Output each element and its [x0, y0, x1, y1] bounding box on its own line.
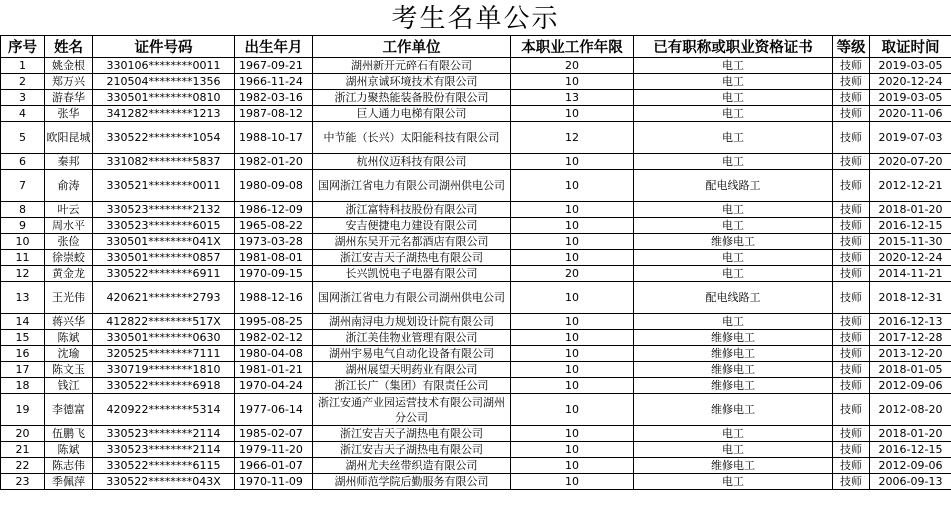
cell-years: 10: [511, 218, 634, 234]
cell-years: 10: [511, 282, 634, 314]
cell-name: 徐崇蛟: [45, 250, 93, 266]
cell-date: 2014-11-21: [870, 266, 951, 282]
cell-date: 2015-11-30: [870, 234, 951, 250]
header-birth: 出生年月: [235, 36, 313, 58]
table-row: [1, 74, 951, 90]
cell-unit: 长兴凯悦电子电器有限公司: [313, 266, 511, 282]
cell-unit: 中节能（长兴）太阳能科技有限公司: [313, 122, 511, 154]
cell-name: 沈瑜: [45, 346, 93, 362]
cell-date: 2017-12-28: [870, 330, 951, 346]
cell-cert: 维修电工: [634, 234, 833, 250]
table-row: [1, 346, 951, 362]
cell-cert: 电工: [634, 74, 833, 90]
cell-level: 技师: [833, 58, 870, 74]
cell-date: 2020-07-20: [870, 154, 951, 170]
cell-birth: 1981-08-01: [235, 250, 313, 266]
cell-birth: 1985-02-07: [235, 426, 313, 442]
cell-name: 李德富: [45, 394, 93, 426]
cell-level: 技师: [833, 394, 870, 426]
cell-level: 技师: [833, 458, 870, 474]
cell-birth: 1982-02-12: [235, 330, 313, 346]
cell-cert: 电工: [634, 426, 833, 442]
cell-cert: 电工: [634, 58, 833, 74]
cell-cert: 电工: [634, 250, 833, 266]
cell-unit: 湖州宇易电气自动化设备有限公司: [313, 346, 511, 362]
cell-date: 2013-12-20: [870, 346, 951, 362]
cell-level: 技师: [833, 90, 870, 106]
cell-name: 秦邦: [45, 154, 93, 170]
cell-years: 10: [511, 442, 634, 458]
cell-years: 10: [511, 474, 634, 490]
cell-date: 2018-01-20: [870, 202, 951, 218]
cell-name: 欧阳昆城: [45, 122, 93, 154]
table-row: [1, 218, 951, 234]
cell-no: 6: [1, 154, 45, 170]
cell-birth: 1980-09-08: [235, 170, 313, 202]
cell-cert: 电工: [634, 266, 833, 282]
cell-years: 10: [511, 106, 634, 122]
cell-cert: 电工: [634, 218, 833, 234]
table-row: [1, 330, 951, 346]
header-name: 姓名: [45, 36, 93, 58]
cell-id: 331082********5837: [93, 154, 235, 170]
cell-date: 2016-12-15: [870, 218, 951, 234]
cell-no: 4: [1, 106, 45, 122]
cell-id: 210504********1356: [93, 74, 235, 90]
header-years: 本职业工作年限: [511, 36, 634, 58]
table-row: [1, 282, 951, 314]
cell-level: 技师: [833, 154, 870, 170]
cell-years: 10: [511, 202, 634, 218]
cell-level: 技师: [833, 250, 870, 266]
cell-no: 21: [1, 442, 45, 458]
cell-no: 19: [1, 394, 45, 426]
table-row: [1, 154, 951, 170]
table-row: [1, 458, 951, 474]
cell-unit: 浙江安吉天子湖热电有限公司: [313, 442, 511, 458]
header-row: [1, 36, 951, 58]
cell-date: 2012-08-20: [870, 394, 951, 426]
cell-name: 游春华: [45, 90, 93, 106]
cell-name: 季佩萍: [45, 474, 93, 490]
cell-date: 2006-09-13: [870, 474, 951, 490]
table-row: [1, 378, 951, 394]
cell-unit: 国网浙江省电力有限公司湖州供电公司: [313, 282, 511, 314]
candidate-table: [0, 35, 951, 490]
cell-date: 2019-07-03: [870, 122, 951, 154]
cell-unit: 浙江长广（集团）有限责任公司: [313, 378, 511, 394]
cell-id: 330523********2114: [93, 426, 235, 442]
cell-level: 技师: [833, 74, 870, 90]
cell-name: 陈斌: [45, 442, 93, 458]
header-id: 证件号码: [93, 36, 235, 58]
cell-no: 12: [1, 266, 45, 282]
cell-no: 22: [1, 458, 45, 474]
cell-cert: 维修电工: [634, 378, 833, 394]
cell-name: 俞涛: [45, 170, 93, 202]
cell-id: 420621********2793: [93, 282, 235, 314]
header-no: 序号: [1, 36, 45, 58]
cell-name: 陈文玉: [45, 362, 93, 378]
cell-birth: 1986-12-09: [235, 202, 313, 218]
cell-cert: 配电线路工: [634, 170, 833, 202]
cell-id: 330523********2114: [93, 442, 235, 458]
table-row: [1, 234, 951, 250]
cell-id: 330501********0857: [93, 250, 235, 266]
table-row: [1, 122, 951, 154]
cell-no: 15: [1, 330, 45, 346]
cell-name: 陈志伟: [45, 458, 93, 474]
cell-name: 叶云: [45, 202, 93, 218]
cell-unit: 浙江富特科技股份有限公司: [313, 202, 511, 218]
table-row: [1, 170, 951, 202]
cell-level: 技师: [833, 346, 870, 362]
cell-cert: 电工: [634, 106, 833, 122]
cell-years: 10: [511, 394, 634, 426]
cell-name: 伍鹏飞: [45, 426, 93, 442]
cell-no: 23: [1, 474, 45, 490]
cell-name: 陈斌: [45, 330, 93, 346]
table-row: [1, 362, 951, 378]
table-row: [1, 58, 951, 74]
cell-level: 技师: [833, 330, 870, 346]
cell-birth: 1988-12-16: [235, 282, 313, 314]
cell-name: 张华: [45, 106, 93, 122]
cell-no: 14: [1, 314, 45, 330]
cell-no: 20: [1, 426, 45, 442]
cell-date: 2020-11-06: [870, 106, 951, 122]
cell-date: 2016-12-15: [870, 442, 951, 458]
cell-unit: 湖州新开元碎石有限公司: [313, 58, 511, 74]
cell-date: 2012-12-21: [870, 170, 951, 202]
cell-years: 13: [511, 90, 634, 106]
cell-no: 11: [1, 250, 45, 266]
cell-years: 10: [511, 170, 634, 202]
cell-id: 412822********517X: [93, 314, 235, 330]
cell-birth: 1966-11-24: [235, 74, 313, 90]
cell-unit: 湖州京诚环境技术有限公司: [313, 74, 511, 90]
cell-cert: 维修电工: [634, 362, 833, 378]
cell-name: 姚金根: [45, 58, 93, 74]
cell-date: 2012-09-06: [870, 458, 951, 474]
cell-no: 10: [1, 234, 45, 250]
cell-date: 2012-09-06: [870, 378, 951, 394]
cell-level: 技师: [833, 202, 870, 218]
cell-years: 10: [511, 458, 634, 474]
cell-birth: 1973-03-28: [235, 234, 313, 250]
cell-years: 10: [511, 74, 634, 90]
cell-no: 5: [1, 122, 45, 154]
cell-cert: 电工: [634, 442, 833, 458]
cell-cert: 维修电工: [634, 330, 833, 346]
cell-no: 7: [1, 170, 45, 202]
cell-years: 12: [511, 122, 634, 154]
cell-id: 330501********0630: [93, 330, 235, 346]
cell-id: 330501********0810: [93, 90, 235, 106]
cell-unit: 浙江安吉天子湖热电有限公司: [313, 250, 511, 266]
cell-unit: 浙江力聚热能装备股份有限公司: [313, 90, 511, 106]
cell-birth: 1967-09-21: [235, 58, 313, 74]
cell-unit: 安吉便捷电力建设有限公司: [313, 218, 511, 234]
cell-unit: 湖州师范学院后勤服务有限公司: [313, 474, 511, 490]
cell-birth: 1979-11-20: [235, 442, 313, 458]
cell-birth: 1982-01-20: [235, 154, 313, 170]
cell-id: 330522********043X: [93, 474, 235, 490]
cell-date: 2020-12-24: [870, 74, 951, 90]
cell-level: 技师: [833, 426, 870, 442]
cell-no: 2: [1, 74, 45, 90]
cell-unit: 浙江美佳物业管理有限公司: [313, 330, 511, 346]
page-title: 考生名单公示: [391, 4, 560, 34]
cell-name: 钱江: [45, 378, 93, 394]
cell-birth: 1966-01-07: [235, 458, 313, 474]
cell-cert: 电工: [634, 314, 833, 330]
cell-date: 2019-03-05: [870, 90, 951, 106]
table-row: [1, 442, 951, 458]
table-row: [1, 202, 951, 218]
cell-years: 10: [511, 234, 634, 250]
cell-unit: 浙江安吉天子湖热电有限公司: [313, 426, 511, 442]
cell-birth: 1965-08-22: [235, 218, 313, 234]
cell-id: 330522********6115: [93, 458, 235, 474]
cell-years: 10: [511, 154, 634, 170]
cell-birth: 1970-09-15: [235, 266, 313, 282]
cell-level: 技师: [833, 442, 870, 458]
cell-date: 2018-01-05: [870, 362, 951, 378]
cell-date: 2018-01-20: [870, 426, 951, 442]
cell-cert: 电工: [634, 154, 833, 170]
cell-id: 330501********041X: [93, 234, 235, 250]
table-row: [1, 266, 951, 282]
cell-level: 技师: [833, 234, 870, 250]
cell-cert: 电工: [634, 202, 833, 218]
table-row: [1, 314, 951, 330]
cell-level: 技师: [833, 314, 870, 330]
cell-years: 10: [511, 378, 634, 394]
cell-id: 330522********1054: [93, 122, 235, 154]
cell-id: 420922********5314: [93, 394, 235, 426]
cell-years: 20: [511, 266, 634, 282]
cell-no: 16: [1, 346, 45, 362]
cell-cert: 配电线路工: [634, 282, 833, 314]
cell-id: 330522********6918: [93, 378, 235, 394]
cell-years: 10: [511, 314, 634, 330]
cell-unit: 巨人通力电梯有限公司: [313, 106, 511, 122]
cell-cert: 电工: [634, 90, 833, 106]
header-date: 取证时间: [870, 36, 951, 58]
cell-level: 技师: [833, 378, 870, 394]
cell-years: 10: [511, 362, 634, 378]
cell-birth: 1981-01-21: [235, 362, 313, 378]
cell-id: 330719********1810: [93, 362, 235, 378]
cell-no: 3: [1, 90, 45, 106]
cell-level: 技师: [833, 474, 870, 490]
cell-birth: 1980-04-08: [235, 346, 313, 362]
cell-years: 20: [511, 58, 634, 74]
header-level: 等级: [833, 36, 870, 58]
cell-level: 技师: [833, 170, 870, 202]
cell-cert: 维修电工: [634, 458, 833, 474]
cell-name: 黄金龙: [45, 266, 93, 282]
cell-level: 技师: [833, 122, 870, 154]
header-unit: 工作单位: [313, 36, 511, 58]
cell-unit: 湖州尤夫丝带织造有限公司: [313, 458, 511, 474]
table-row: [1, 106, 951, 122]
cell-years: 10: [511, 250, 634, 266]
cell-unit: 湖州展望天明药业有限公司: [313, 362, 511, 378]
cell-level: 技师: [833, 218, 870, 234]
cell-id: 341282********1213: [93, 106, 235, 122]
cell-id: 330523********6015: [93, 218, 235, 234]
cell-id: 320525********7111: [93, 346, 235, 362]
cell-level: 技师: [833, 362, 870, 378]
cell-level: 技师: [833, 266, 870, 282]
cell-unit: 国网浙江省电力有限公司湖州供电公司: [313, 170, 511, 202]
table-row: [1, 474, 951, 490]
cell-name: 张俭: [45, 234, 93, 250]
cell-birth: 1982-03-16: [235, 90, 313, 106]
cell-no: 1: [1, 58, 45, 74]
cell-unit: 杭州仪迈科技有限公司: [313, 154, 511, 170]
cell-date: 2019-03-05: [870, 58, 951, 74]
cell-years: 10: [511, 346, 634, 362]
cell-unit: 浙江安通产业园运营技术有限公司湖州分公司: [313, 394, 511, 426]
cell-id: 330522********6911: [93, 266, 235, 282]
cell-level: 技师: [833, 282, 870, 314]
header-cert: 已有职称或职业资格证书: [634, 36, 833, 58]
table-row: [1, 90, 951, 106]
cell-cert: 电工: [634, 474, 833, 490]
cell-no: 9: [1, 218, 45, 234]
cell-id: 330521********0011: [93, 170, 235, 202]
cell-birth: 1970-04-24: [235, 378, 313, 394]
cell-birth: 1995-08-25: [235, 314, 313, 330]
cell-cert: 维修电工: [634, 346, 833, 362]
table-row: [1, 426, 951, 442]
cell-date: 2016-12-13: [870, 314, 951, 330]
cell-no: 17: [1, 362, 45, 378]
cell-birth: 1987-08-12: [235, 106, 313, 122]
cell-name: 周水平: [45, 218, 93, 234]
cell-cert: 维修电工: [634, 394, 833, 426]
cell-cert: 电工: [634, 122, 833, 154]
cell-years: 10: [511, 330, 634, 346]
cell-birth: 1977-06-14: [235, 394, 313, 426]
cell-date: 2020-12-24: [870, 250, 951, 266]
cell-unit: 湖州东吴开元名都酒店有限公司: [313, 234, 511, 250]
cell-unit: 湖州南浔电力规划设计院有限公司: [313, 314, 511, 330]
cell-name: 王光伟: [45, 282, 93, 314]
table-row: [1, 394, 951, 426]
cell-years: 10: [511, 426, 634, 442]
cell-id: 330523********2132: [93, 202, 235, 218]
cell-id: 330106********0011: [93, 58, 235, 74]
cell-date: 2018-12-31: [870, 282, 951, 314]
cell-name: 郑万兴: [45, 74, 93, 90]
cell-name: 蒋兴华: [45, 314, 93, 330]
cell-birth: 1970-11-09: [235, 474, 313, 490]
table-row: [1, 250, 951, 266]
cell-no: 18: [1, 378, 45, 394]
cell-level: 技师: [833, 106, 870, 122]
cell-no: 8: [1, 202, 45, 218]
cell-no: 13: [1, 282, 45, 314]
cell-birth: 1988-10-17: [235, 122, 313, 154]
